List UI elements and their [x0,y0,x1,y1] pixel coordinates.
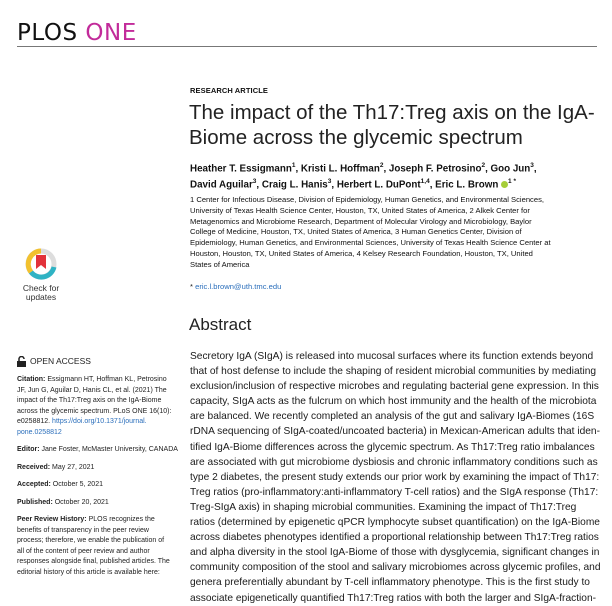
author-list: Heather T. Essigmann$^1$, Kristi L. Hoffman$^2$, Joseph F. Petrosino$^2$, Goo Jun$^3$, David Aguilar$^3$, Craig L. Hanis$^3$, Herbert L. DuPont$^{1,4}$, Eric L. Brown $^{1 *}$ [190,162,537,191]
peer-review-line: responses alongside final, published articles. The [17,558,170,565]
author-affiliation: 1 [291,162,296,169]
peer-review-line: PLOS recognizes the [86,516,155,523]
citation [17,375,177,438]
abstract-line: Secretory IgA (SIgA) is released into mucosal surfaces where its function extends beyond [190,351,594,362]
peer-review-line: editorial history of this article is available here: [17,568,160,576]
abstract-line: rDNA sequencing of SIgA-coated/uncoated bacteria) in Mexican-American adults that iden- [190,426,600,438]
citation-line: e0258812. [17,418,53,425]
peer-review-history [17,515,177,578]
abstract-line: genera preferentially abundant by T-cell inflammatory phenotype. This is the first study to [190,577,590,589]
author-name: Craig L. Hanis [261,179,328,191]
abstract-line: type 2 diabetes, the present study extends our prior work by examining the impact of Th17: [190,471,600,483]
citation-label: Citation: [17,376,46,383]
orcid-icon[interactable] [501,181,508,188]
author-name: Kristi L. Hoffman [300,163,380,175]
author-affiliation: 3 [327,177,332,185]
author-name: David Aguilar [190,179,253,191]
accepted [17,480,177,491]
abstract-body [190,349,601,606]
author-name: Joseph F. Petrosino [388,163,482,175]
header-divider [17,46,597,47]
author-affiliation: 2 [379,162,384,169]
published [17,498,177,509]
peer-review-line: benefits of transparency in the peer review [17,526,149,534]
open-access-label: OPEN ACCESS [30,356,91,367]
peer-review-line: process; therefore, we enable the publication of [17,537,165,544]
abstract-line: and alpha diversity in the stool IgA-Biome of those with dysglycemia, significant changes in [190,547,600,559]
abstract-line: are associated with gut microbiome dysbiosis and chronic inflammatory conditions such as [190,456,598,468]
published-date: October 20, 2021 [52,498,109,506]
author-affiliation: 2 [481,162,486,169]
author-name: Goo Jun [490,163,531,175]
article-type: RESEARCH ARTICLE [190,86,268,95]
article-title: The impact of the Th17:Treg axis on the IgA-Biome across the glycemic spectrum [189,101,595,149]
affiliation-line: University of Texas Health Science Center, Houston, TX, United States of America, 2 Alkek Center for [190,205,530,215]
abstract-heading: Abstract [189,315,252,334]
peer-review-line: all of the content of peer review and author [17,547,150,555]
affiliation-line: Houston, Houston, TX, United States of America, 4 Kelsey Research Foundation, Houston, TX, United [190,248,533,258]
doi-link[interactable]: pone.0258812 [17,428,62,436]
open-lock-icon [17,356,26,367]
received [17,463,177,474]
abstract-line: tified IgA-Biome differences across the glycemic spectrum. As Th17:Treg ratio imbalances [190,441,595,453]
accepted-date: October 5, 2021 [50,481,103,488]
email-link[interactable]: eric.l.brown@uth.tmc.edu [195,282,282,291]
author-name: Heather T. Essigmann [190,163,292,175]
editor-value: Jane Foster, McMaster University, CANADA [39,446,178,453]
journal-logo[interactable] [17,20,137,46]
peer-review-label: Peer Review History: [17,516,87,523]
abstract-line: are balanced. We recently completed an analysis of the gut and salivary IgA-Biomes (16S [190,411,595,423]
doi-link[interactable]: https://doi.org/10.1371/journal. [52,418,147,425]
received-date: May 27, 2021 [50,463,95,471]
author-name: Eric L. Brown [435,179,499,191]
logo-one: ONE [85,20,137,46]
check-for-updates-badge[interactable] [17,247,65,302]
abstract-line: capacity, SIgA acts as the fulcrum on which host immunity and the health of the microbiota [190,396,597,408]
abstract-line: that of host defense to include the shaping of resident microbial communities by mediating [190,366,597,378]
editor [17,445,177,456]
citation-line: across the glycemic spectrum. PLoS ONE 16(10): [17,407,172,415]
affiliation-line: College of Medicine, Houston, TX, United States of America, 3 Human Genetics Center, Division of [190,227,522,237]
logo-plos: PLOS [17,20,78,46]
published-label: Published: [17,498,53,506]
citation-line: impact of the Th17:Treg axis on the IgA-Biome [17,397,162,404]
author-affiliation: 1 * [508,177,516,185]
author-name: Herbert L. DuPont [336,179,421,191]
affiliation-line: Metagenomics and Microbiome Research, Department of Molecular Virology and Microbiology, Baylor [190,216,532,226]
abstract-line: associate epigenetically quantified Th17:Treg ratios with both the larger and SIgA-fraction- [190,592,597,604]
affiliation-line: Epidemiology, Human Genetics, and Environmental Sciences, University of Texas Health Science Center at [190,238,551,248]
affiliation-line: 1 Center for Infectious Disease, Division of Epidemiology, Human Genetics, and Environmental Sciences, [190,195,544,204]
author-affiliation: 1,4 [420,177,430,185]
abstract-line: Treg ratios (pro-inflammatory:anti-inflammatory T-cell ratios) and the SIgA response (Th17: [190,486,599,498]
abstract-line: exclusion/inclusion of respective microbes and regulating bacterial gene expression. In this [190,381,599,393]
check-updates-label: Check for updates [22,283,60,302]
received-label: Received: [17,463,51,471]
editor-label: Editor: [17,446,40,453]
abstract-line: ratios (determined by epigenetic qPCR lymphocyte subset quantification) on the IgA-Biome [190,517,600,529]
article-info-sidebar [17,356,177,585]
corresponding-email [190,282,281,291]
check-updates-icon [24,247,58,281]
open-access [17,356,177,367]
abstract-line: Treg-SIgA axis) in shaping microbial communities. Examining the impact of Th17:Treg [190,501,577,513]
asterisk: * [190,282,193,291]
author-affiliation: 3 [252,177,257,185]
author-affiliation: 3 [530,162,534,169]
accepted-label: Accepted: [17,481,51,488]
affiliations [190,195,551,271]
abstract-line: community composition of the stool and salivary microbiomes across glycemic profiles, and [190,562,601,574]
citation-line: JF, Jun G, Aguilar D, Hanis CL, et al. (2021) The [17,386,167,394]
affiliation-line: States of America [190,259,250,269]
abstract-line: across diabetes phenotypes identified a proportional relationship between Th17:Treg ratios [190,532,599,544]
citation-line: Essigmann HT, Hoffman KL, Petrosino [45,376,167,383]
